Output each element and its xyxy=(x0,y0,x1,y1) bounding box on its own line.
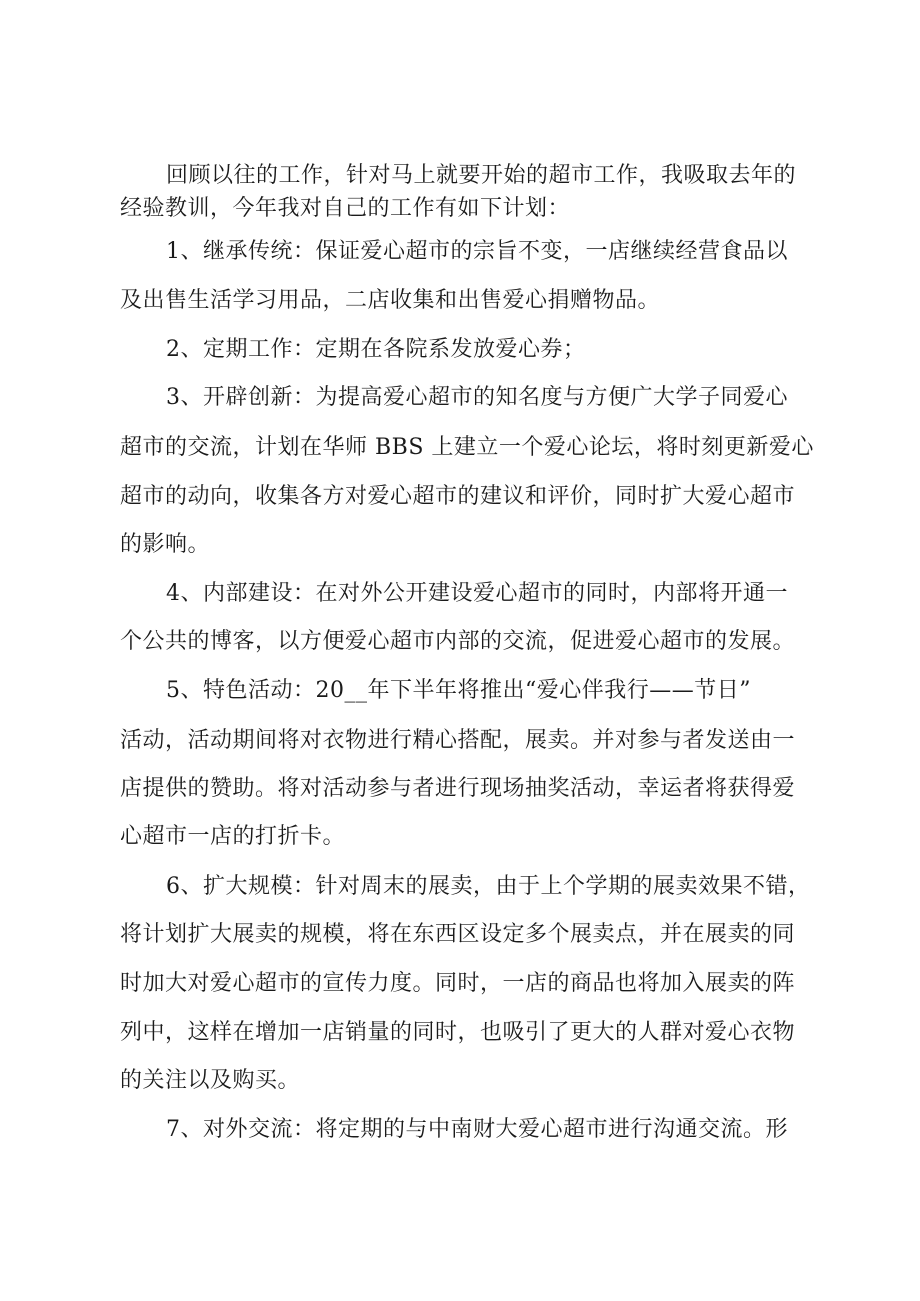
text-line: 的影响。 xyxy=(120,532,211,557)
text-line: 将计划扩大展卖的规模，将在东西区设定多个展卖点，并在展卖的同 xyxy=(120,922,796,947)
text-line: 6、扩大规模：针对周末的展卖，由于上个学期的展卖效果不错， xyxy=(166,874,811,899)
text-line: 7、对外交流：将定期的与中南财大爱心超市进行沟通交流。形 xyxy=(166,1117,788,1142)
text-line: 3、开辟创新：为提高爱心超市的知名度与方便广大学子同爱心 xyxy=(166,385,788,410)
text-line: 回顾以往的工作，针对马上就要开始的超市工作，我吸取去年的 xyxy=(166,163,797,188)
text-line: 经验教训，今年我对自己的工作有如下计划： xyxy=(120,196,571,221)
text-line: 4、内部建设：在对外公开建设爱心超市的同时，内部将开通一 xyxy=(166,581,788,606)
text-line: 活动，活动期间将对衣物进行精心搭配，展卖。并对参与者发送由一 xyxy=(120,728,796,753)
text-line: 心超市一店的打折卡。 xyxy=(120,824,346,849)
text-line: 2、定期工作：定期在各院系发放爱心券； xyxy=(166,337,586,362)
text-line: 的关注以及购买。 xyxy=(120,1068,301,1093)
text-line: 超市的交流，计划在华师 BBS 上建立一个爱心论坛，将时刻更新爱心 xyxy=(120,435,814,460)
text-line: 1、继承传统：保证爱心超市的宗旨不变，一店继续经营食品以 xyxy=(166,239,788,264)
text-line: 5、特色活动：20__年下半年将推出“爱心伴我行——节日” xyxy=(166,678,751,703)
text-line: 超市的动向，收集各方对爱心超市的建议和评价，同时扩大爱心超市 xyxy=(120,484,796,509)
text-line: 个公共的博客，以方便爱心超市内部的交流，促进爱心超市的发展。 xyxy=(120,629,796,654)
text-line: 时加大对爱心超市的宣传力度。同时，一店的商品也将加入展卖的阵 xyxy=(120,971,796,996)
text-line: 店提供的赞助。将对活动参与者进行现场抽奖活动，幸运者将获得爱 xyxy=(120,776,796,801)
text-line: 列中，这样在增加一店销量的同时，也吸引了更大的人群对爱心衣物 xyxy=(120,1020,796,1045)
text-line: 及出售生活学习用品，二店收集和出售爱心捐赠物品。 xyxy=(120,288,661,313)
